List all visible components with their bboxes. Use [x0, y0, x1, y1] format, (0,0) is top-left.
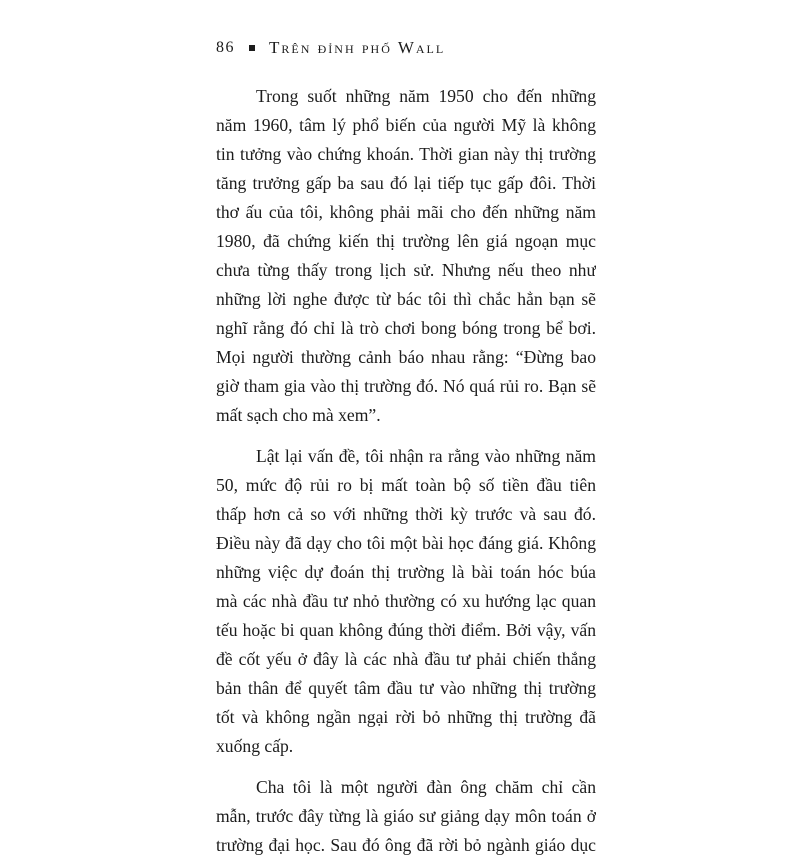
text-line: những việc dự đoán thị trường là bài toán hóc búa — [216, 562, 596, 582]
paragraph-1 — [216, 82, 596, 430]
text-line: Điều này đã dạy cho tôi một bài học đáng giá. Không — [216, 533, 596, 553]
text-line: tốt và không ngần ngại rời bỏ những thị trường đã — [216, 707, 596, 727]
text-line: tăng trưởng gấp ba sau đó lại tiếp tục gấp đôi. Thời — [216, 173, 596, 193]
paragraph-3 — [216, 773, 596, 860]
running-head — [216, 38, 445, 58]
separator-bullet-icon — [249, 45, 255, 51]
text-line: 1980, đã chứng kiến thị trường lên giá ngoạn mục — [216, 231, 596, 251]
text-line: thơ ấu của tôi, không phải mãi cho đến những năm — [216, 202, 596, 222]
text-line: thấp hơn cả so với những thời kỳ trước và sau đó. — [216, 504, 596, 524]
text-line: Trong suốt những năm 1950 cho đến những — [256, 86, 596, 106]
paragraph-2 — [216, 442, 596, 761]
text-line: chưa từng thấy trong lịch sử. Nhưng nếu theo như — [216, 260, 596, 280]
text-line: Mọi người thường cảnh báo nhau rằng: “Đừng bao — [216, 347, 596, 367]
paragraph-gap — [216, 430, 596, 442]
text-line: xuống cấp. — [216, 736, 294, 756]
text-line: nghĩ rằng đó chỉ là trò chơi bong bóng trong bể bơi. — [216, 318, 596, 338]
text-line: giờ tham gia vào thị trường đó. Nó quá rủi ro. Bạn sẽ — [216, 376, 596, 396]
text-line: 50, mức độ rủi ro bị mất toàn bộ số tiền đầu tiên — [216, 475, 596, 495]
book-title: Trên đỉnh phố Wall — [269, 38, 446, 57]
text-line: Cha tôi là một người đàn ông chăm chỉ cần — [256, 777, 596, 797]
text-line: tin tưởng vào chứng khoán. Thời gian này thị trường — [216, 144, 596, 164]
text-line: mất sạch cho mà xem”. — [216, 405, 381, 425]
text-line: năm 1960, tâm lý phổ biến của người Mỹ là không — [216, 115, 596, 135]
text-line: trường đại học. Sau đó ông đã rời bỏ ngành giáo dục — [216, 835, 596, 855]
text-line: mẫn, trước đây từng là giáo sư giảng dạy môn toán ở — [216, 806, 596, 826]
paragraph-gap — [216, 761, 596, 773]
page-number: 86 — [216, 39, 235, 56]
text-line: Lật lại vấn đề, tôi nhận ra rằng vào những năm — [256, 446, 596, 466]
text-line: những lời nghe được từ bác tôi thì chắc hẳn bạn sẽ — [216, 289, 596, 309]
text-line: đề cốt yếu ở đây là các nhà đầu tư phải chiến thắng — [216, 649, 596, 669]
body-text — [216, 82, 596, 860]
text-line: mà các nhà đầu tư nhỏ thường có xu hướng lạc quan — [216, 591, 596, 611]
text-line: bản thân để quyết tâm đầu tư vào những thị trường — [216, 678, 596, 698]
text-line: tếu hoặc bi quan không đúng thời điểm. Bởi vậy, vấn — [216, 620, 596, 640]
